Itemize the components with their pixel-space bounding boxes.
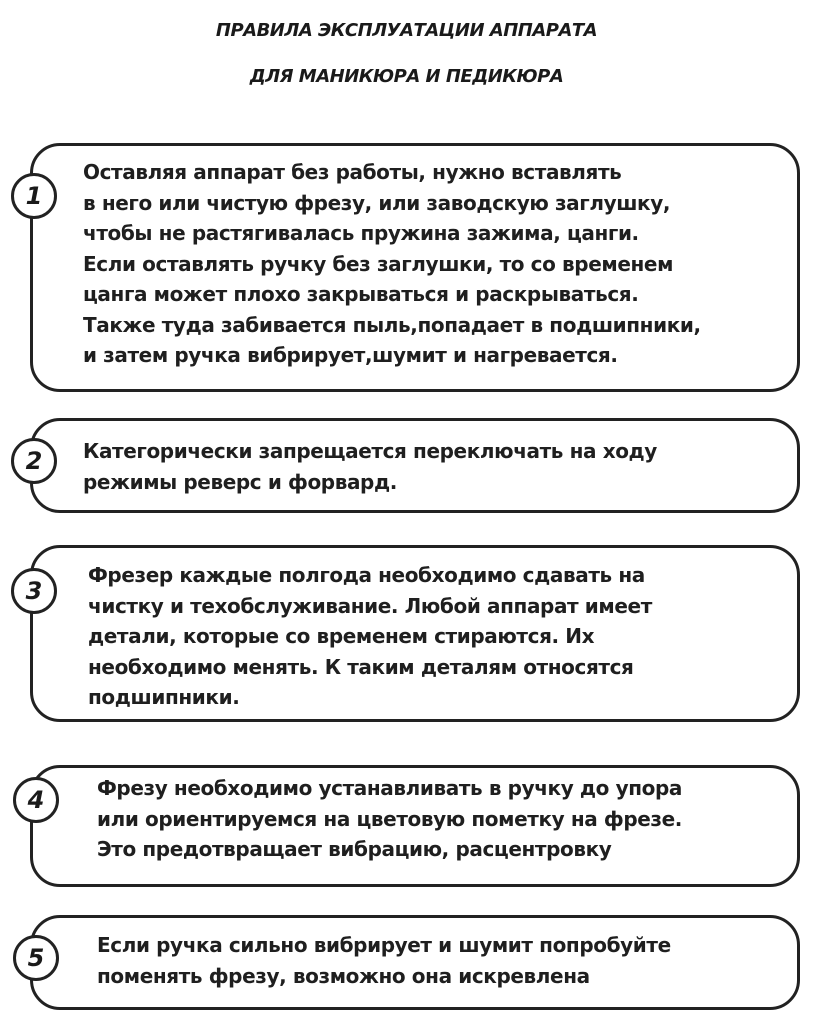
rule-number-4: 4 [13, 777, 59, 823]
rule-3-line-5: подшипники. [88, 685, 240, 709]
rule-text-3 [88, 560, 652, 713]
rule-5-line-2: поменять фрезу, возможно она искревлена [97, 963, 590, 988]
page-title [0, 8, 813, 100]
rule-text-5 [97, 930, 671, 991]
rule-4-line-2: или ориентируемся на цветовую пометку на фрезе. [97, 806, 682, 831]
rule-1-line-3: чтобы не растягивалась пружина зажима, цанги. [83, 221, 639, 245]
rule-4-line-3: Это предотвращает вибрацию, расцентровку [97, 837, 612, 861]
rule-number-3: 3 [11, 568, 57, 614]
page-title-line-2: ДЛЯ МАНИКЮРА И ПЕДИКЮРА [249, 66, 564, 87]
rule-text-1 [83, 157, 701, 371]
rule-1-line-6: Также туда забивается пыль,попадает в подшипники, [83, 312, 701, 337]
rule-3-line-4: необходимо менять. К таким деталям относятся [88, 654, 634, 679]
rule-number-1: 1 [11, 173, 57, 219]
rule-1-line-4: Если оставлять ручку без заглушки, то со временем [83, 251, 674, 276]
rule-number-2: 2 [11, 438, 57, 484]
rule-3-line-1: Фрезер каждые полгода необходимо сдавать на [88, 563, 645, 587]
rule-2-line-1: Категорически запрещается переключать на ходу [83, 439, 657, 463]
rule-number-5: 5 [13, 935, 59, 981]
rule-3-line-3: детали, которые со временем стираются. Их [88, 624, 595, 648]
rule-1-line-1: Оставляя аппарат без работы, нужно вставлять [83, 160, 622, 184]
rule-4-line-1: Фрезу необходимо устанавливать в ручку до упора [97, 776, 682, 800]
rule-3-line-2: чистку и техобслуживание. Любой аппарат имеет [88, 593, 652, 618]
rule-text-4 [97, 773, 682, 865]
page-title-line-1: ПРАВИЛА ЭКСПЛУАТАЦИИ АППАРАТА [215, 20, 598, 41]
rule-2-line-2: режимы реверс и форвард. [83, 469, 397, 494]
rule-text-2 [83, 436, 657, 497]
rule-1-line-7: и затем ручка вибрирует,шумит и нагревается. [83, 343, 618, 367]
rule-1-line-2: в него или чистую фрезу, или заводскую заглушку, [83, 190, 671, 215]
rule-5-line-1: Если ручка сильно вибрирует и шумит попробуйте [97, 933, 671, 957]
rule-1-line-5: цанга может плохо закрываться и раскрываться. [83, 282, 639, 306]
